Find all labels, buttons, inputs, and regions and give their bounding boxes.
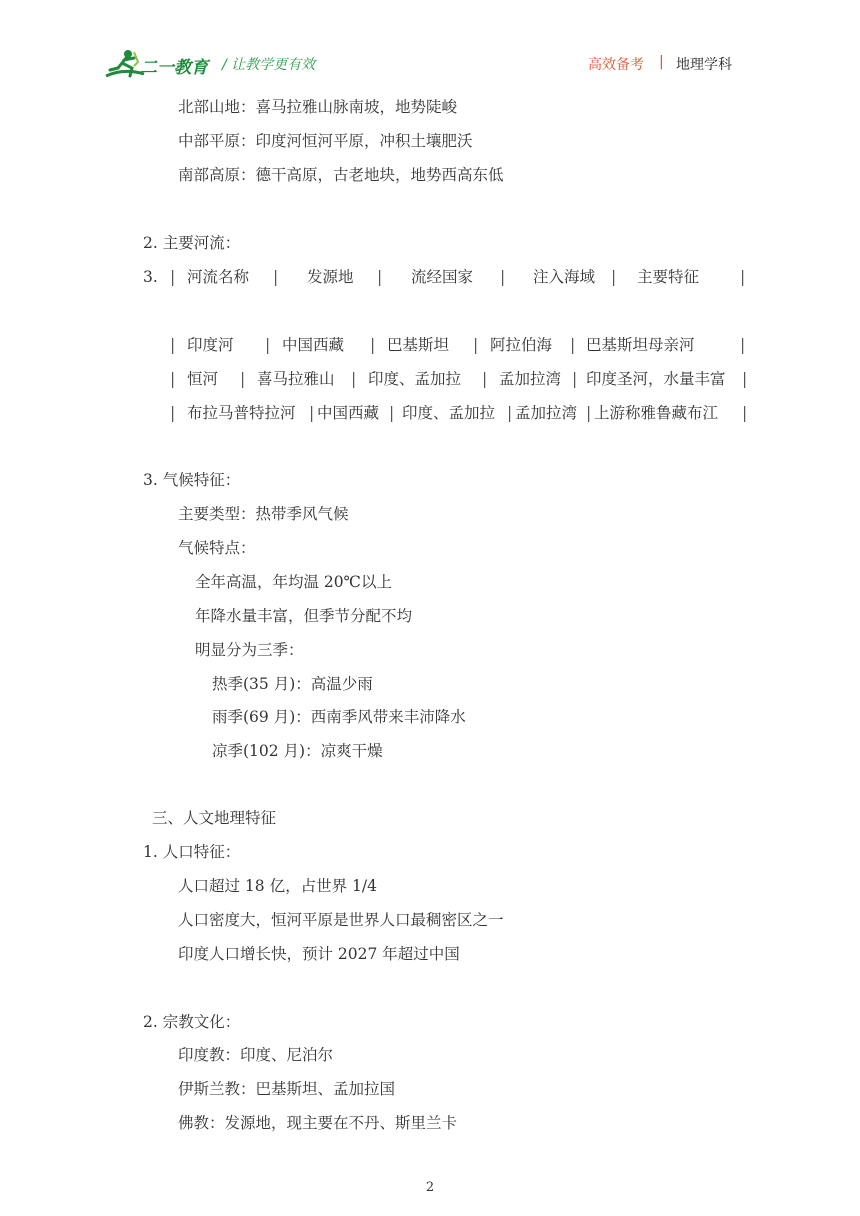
table-cell: 孟加拉湾 — [499, 370, 562, 388]
table-cell: 恒河 — [187, 370, 219, 388]
page-number: 2 — [425, 1180, 435, 1195]
table-pipe: | — [742, 404, 748, 422]
table-pipe: | — [351, 370, 357, 388]
rivers-table-prefix: 3. — [143, 268, 158, 286]
religion-islam: 伊斯兰教：巴基斯坦、孟加拉国 — [178, 1080, 396, 1098]
table-pipe: | — [482, 370, 488, 388]
religion-buddhism: 佛教：发源地，现主要在不丹、斯里兰卡 — [178, 1114, 458, 1132]
table-cell: 巴基斯坦母亲河 — [586, 336, 695, 354]
table-pipe: | — [377, 268, 383, 286]
table-header-cell: 河流名称 — [187, 268, 250, 286]
table-pipe: | — [740, 336, 746, 354]
table-pipe: | — [370, 336, 376, 354]
rivers-heading: 2. 主要河流： — [143, 234, 241, 252]
climate-feature-precipitation: 年降水量丰富，但季节分配不均 — [195, 607, 413, 625]
table-pipe: | — [389, 404, 395, 422]
terrain-north: 北部山地：喜马拉雅山脉南坡，地势陡峻 — [178, 98, 458, 116]
table-header-cell: 主要特征 — [637, 268, 700, 286]
table-pipe: | — [611, 268, 617, 286]
terrain-middle: 中部平原：印度河恒河平原，冲积土壤肥沃 — [178, 132, 473, 150]
table-cell: 喜马拉雅山 — [257, 370, 335, 388]
table-header-cell: 发源地 — [307, 268, 354, 286]
climate-type: 主要类型：热带季风气候 — [178, 505, 349, 523]
table-pipe: | — [240, 370, 246, 388]
brand-name: 二一教育 — [140, 58, 208, 78]
table-pipe: | — [507, 404, 513, 422]
table-pipe: | — [265, 336, 271, 354]
table-cell: 印度河 — [187, 336, 234, 354]
table-cell: 印度、孟加拉 — [402, 404, 496, 422]
header-category: 高效备考 — [588, 57, 644, 73]
population-total: 人口超过 18 亿，占世界 1/4 — [178, 877, 377, 895]
table-cell: 阿拉伯海 — [490, 336, 553, 354]
table-pipe: | — [473, 336, 479, 354]
table-pipe: | — [170, 268, 176, 286]
table-pipe: | — [740, 268, 746, 286]
terrain-south: 南部高原：德干高原，古老地块，地势西高东低 — [178, 166, 504, 184]
table-cell: 孟加拉湾 — [515, 404, 578, 422]
population-density: 人口密度大，恒河平原是世界人口最稠密区之一 — [178, 911, 504, 929]
table-pipe: | — [742, 370, 748, 388]
table-pipe: | — [309, 404, 315, 422]
table-header-cell: 注入海域 — [533, 268, 596, 286]
population-growth: 印度人口增长快，预计 2027 年超过中国 — [178, 945, 460, 963]
religion-hinduism: 印度教：印度、尼泊尔 — [178, 1046, 334, 1064]
season-hot: 热季(35 月)：高温少雨 — [212, 675, 373, 693]
table-cell: 布拉马普特拉河 — [187, 404, 296, 422]
table-pipe: | — [586, 404, 592, 422]
population-heading: 1. 人口特征： — [143, 843, 241, 861]
table-pipe: | — [170, 336, 176, 354]
table-cell: 巴基斯坦 — [387, 336, 450, 354]
table-pipe: | — [170, 404, 176, 422]
brand-slogan: / 让教学更有效 — [222, 57, 316, 73]
table-cell: 印度、孟加拉 — [368, 370, 462, 388]
season-cool: 凉季(102 月)：凉爽干燥 — [212, 742, 383, 760]
table-cell: 印度圣河，水量丰富 — [586, 370, 726, 388]
header-subject: 地理学科 — [676, 57, 732, 73]
human-section-title: 三、人文地理特征 — [152, 809, 277, 827]
table-pipe: | — [500, 268, 506, 286]
table-pipe: | — [570, 336, 576, 354]
table-cell: 上游称雅鲁藏布江 — [594, 404, 719, 422]
religion-heading: 2. 宗教文化： — [143, 1013, 241, 1031]
table-header-cell: 流经国家 — [411, 268, 474, 286]
table-pipe: | — [273, 268, 279, 286]
climate-feature-temperature: 全年高温，年均温 20℃以上 — [195, 573, 392, 591]
season-rainy: 雨季(69 月)：西南季风带来丰沛降水 — [212, 708, 466, 726]
table-cell: 中国西藏 — [282, 336, 345, 354]
header-separator: | — [659, 54, 664, 70]
table-pipe: | — [572, 370, 578, 388]
table-cell: 中国西藏 — [317, 404, 380, 422]
climate-features-label: 气候特点： — [178, 539, 256, 557]
climate-seasons-label: 明显分为三季： — [195, 641, 304, 659]
table-pipe: | — [170, 370, 176, 388]
climate-heading: 3. 气候特征： — [143, 471, 241, 489]
